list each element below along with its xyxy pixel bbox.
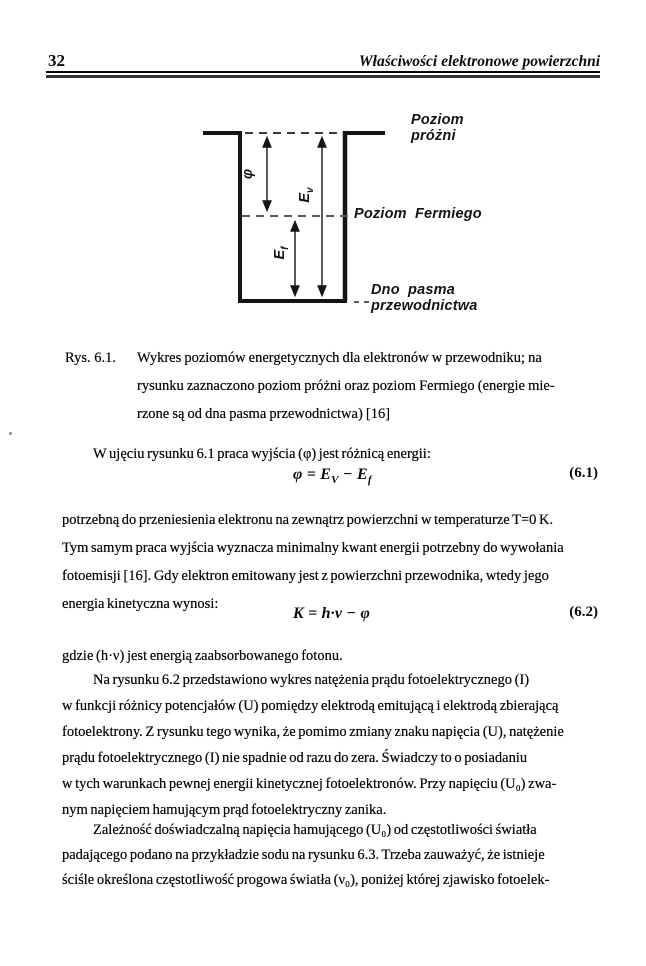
equation-6-1: $\varphi = E_V - E_f$ xyxy=(293,466,372,487)
body-line: W ujęciu rysunku 6.1 praca wyjścia (φ) jest różnicą energii: xyxy=(93,446,431,462)
body-line: Tym samym praca wyjścia wyznacza minimalny kwant energii potrzebny do wywołania xyxy=(62,540,564,556)
header-rule-thin xyxy=(46,71,600,73)
figure-caption-line: rzone są od dna pasma przewodnictwa) [16] xyxy=(137,406,391,422)
equation-6-1-number: (6.1) xyxy=(569,465,598,481)
body-line: fotoemisji [16]. Gdy elektron emitowany jest z powierzchni przewodnika, wtedy jego xyxy=(62,568,549,584)
body-line: potrzebną do przeniesienia elektronu na zewnątrz powierzchni w temperaturze T=0 K. xyxy=(62,512,554,528)
body-line: padającego podano na przykładzie sodu na rysunku 6.3. Trzeba zauważyć, że istnieje xyxy=(62,847,545,863)
ef-symbol-label: $E_f$ xyxy=(272,246,291,260)
header-rule-thick xyxy=(46,75,600,78)
figure-caption-line: rysunku zaznaczono poziom próżni oraz poziom Fermiego (energie mie- xyxy=(137,378,555,394)
equation-6-2-number: (6.2) xyxy=(569,604,598,620)
body-line: fotoelektrony. Z rysunku tego wynika, że pomimo zmiany znaku napięcia (U), natężenie xyxy=(62,724,564,740)
fermi-level-label: Poziom Fermiego xyxy=(354,206,482,222)
body-line: gdzie (h·ν) jest energią zaabsorbowanego fotonu. xyxy=(62,648,343,664)
page-number: 32 xyxy=(48,51,65,70)
band-bottom-label: Dno pasma przewodnictwa xyxy=(371,282,478,314)
running-title: Właściwości elektronowe powierzchni xyxy=(358,53,600,70)
phi-symbol-label: φ xyxy=(240,168,256,180)
equation-6-2: K = h·ν − φ xyxy=(293,605,371,622)
body-line: Zależność doświadczalną napięcia hamującego (U₀) od częstotliwości światła xyxy=(93,822,537,838)
vacuum-level-label: Poziom próżni xyxy=(411,112,464,144)
body-line: ściśle określona częstotliwość progowa światła (ν₀), poniżej której zjawisko fotoelek- xyxy=(62,872,550,888)
figure-caption-label: Rys. 6.1. xyxy=(65,350,116,366)
figure-caption-line: Wykres poziomów energetycznych dla elektronów w przewodniku; na xyxy=(137,350,542,366)
body-line: prądu fotoelektrycznego (I) nie spadnie od razu do zera. Świadczy to o posiadaniu xyxy=(62,750,528,766)
body-line: nym napięciem hamującym prąd fotoelektryczny zanika. xyxy=(62,802,387,818)
body-line: w funkcji różnicy potencjałów (U) pomiędzy elektrodą emitującą i elektrodą zbierającą xyxy=(62,698,559,714)
body-line: energia kinetyczna wynosi: xyxy=(62,596,219,612)
scan-artifact xyxy=(9,432,12,435)
body-line: w tych warunkach pewnej energii kinetycznej fotoelektronów. Przy napięciu (U₀) zwa- xyxy=(62,776,557,792)
ev-symbol-label: $E_v$ xyxy=(297,187,316,203)
body-line: Na rysunku 6.2 przedstawiono wykres natężenia prądu fotoelektrycznego (I) xyxy=(93,672,530,688)
